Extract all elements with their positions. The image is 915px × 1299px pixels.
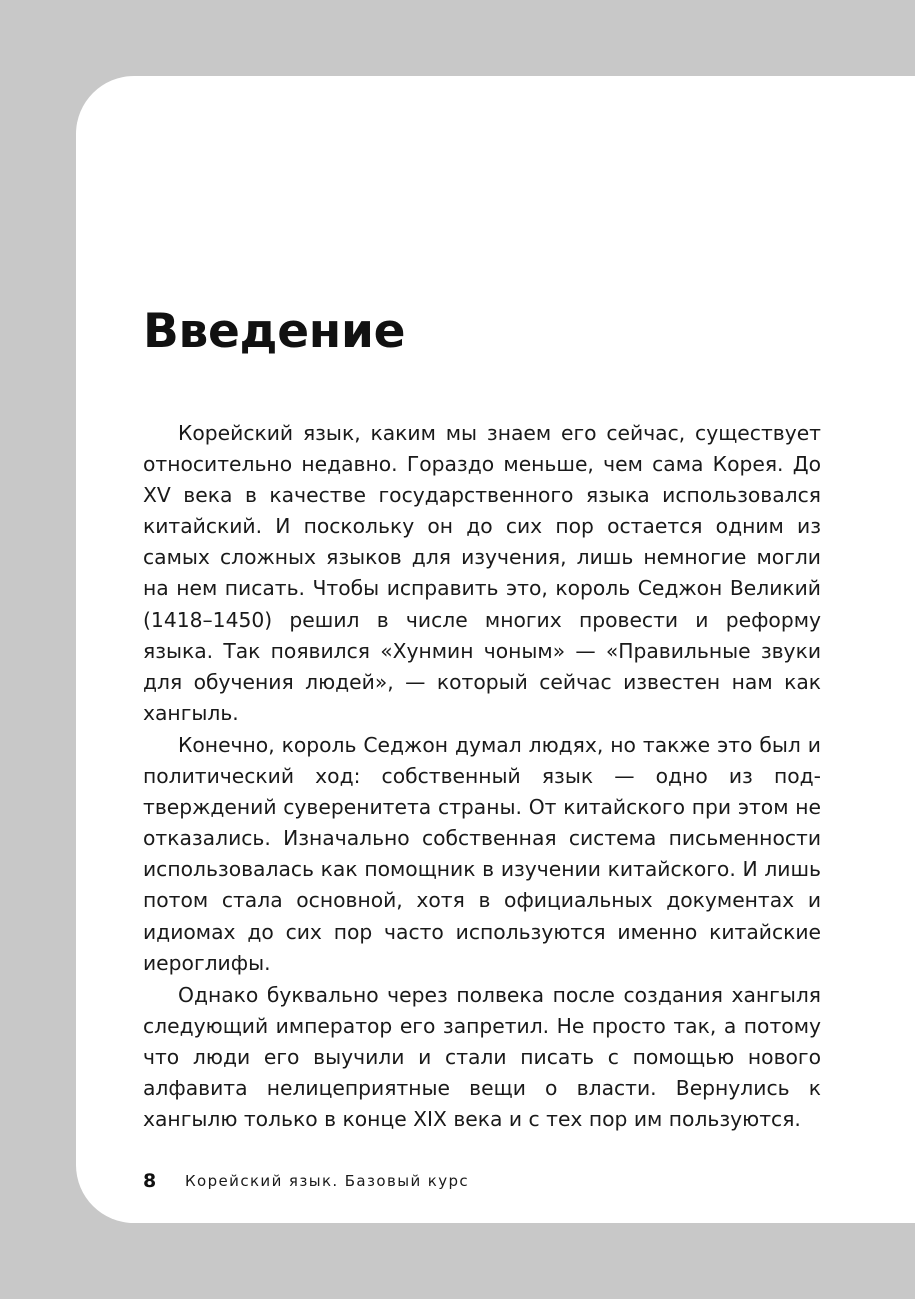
chapter-body (143, 418, 821, 1135)
page-number: 8 (143, 1170, 157, 1192)
chapter-title: Введение (143, 304, 406, 359)
paragraph-1: Корейский язык, каким мы знаем его сейчас, существует относительно недавно. Гораздо меньше, чем сама Корея. До XV века в качестве государственного языка использовался китайский. И поскольку он до сих пор остается одним из самых сложных языков для изучения, лишь немногие могли на нем писать. Чтобы исправить это, король Седжон Великий (1418–1450) решил в числе многих провести и реформу языка. Так появился «Хунмин чоным» — «Правильные звуки для обучения людей», — который сейчас известен нам как хангыль. (143, 421, 821, 725)
running-title: Корейский язык. Базовый курс (185, 1172, 470, 1190)
paragraph-3: Однако буквально через полвека после создания хангыля следующий император его запретил. Не просто так, а потому что люди его выучили и стали писать с помощью нового алфавита нелицеприятные вещи о власти. Вернулись к хангылю только в конце XIX века и с тех пор им пользуются. (143, 982, 821, 1132)
paragraph-2: Конечно, король Седжон думал людях, но также это был и политический ход: собственный язык — одно из подтверждений суверенитета страны. От китайского при этом не отказались. Изначально собственная система письменности использовалась как помощник в изучении китайского. И лишь потом стала основной, хотя в официальных документах и идиомах до сих пор часто используются именно китайские иероглифы. (143, 732, 821, 975)
page-footer (143, 1166, 469, 1196)
